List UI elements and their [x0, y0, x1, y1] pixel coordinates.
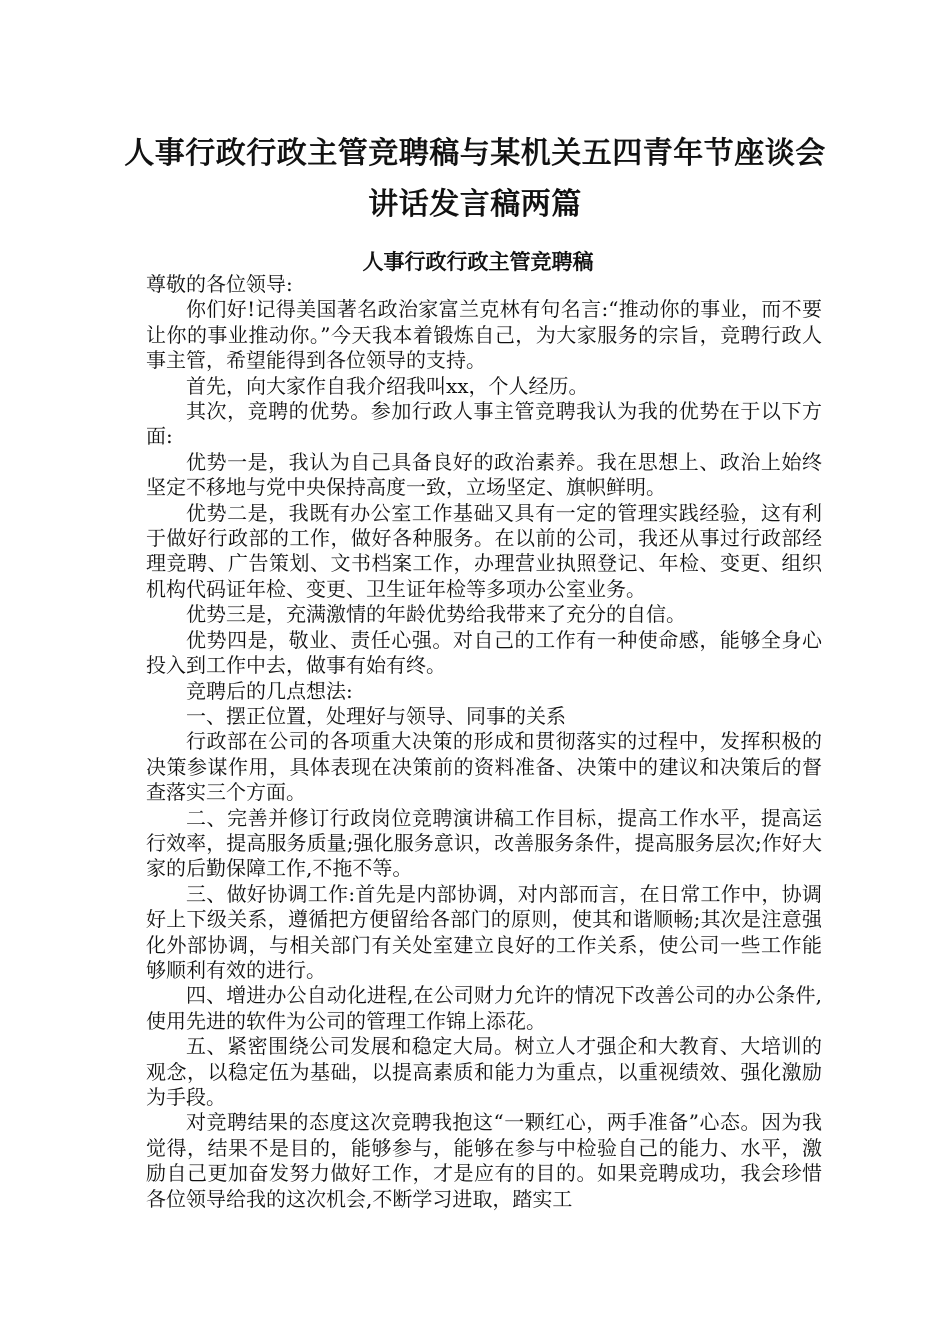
- paragraph-attitude: 对竞聘结果的态度这次竞聘我抱这“一颗红心，两手准备”心态。因为我觉得，结果不是目的，能够参与，能够在参与中检验自己的能力、水平，激励自己更加奋发努力做好工作，才是应有的目的。如果竞聘成功，我会珍惜各位领导给我的这次机会,不断学习进取，踏实工: [146, 1110, 822, 1211]
- paragraph-idea-2: 二、完善并修订行政岗位竞聘演讲稿工作目标，提高工作水平，提高运行效率，提高服务质量;强化服务意识，改善服务条件，提高服务层次;作好大家的后勤保障工作,不拖不等。: [146, 805, 822, 881]
- paragraph-greeting: 你们好!记得美国著名政治家富兰克林有句名言:“推动你的事业，而不要让你的事业推动你。”今天我本着锻炼自己，为大家服务的宗旨，竞聘行政人事主管，希望能得到各位领导的支持。: [146, 297, 822, 373]
- document-title-line-1: 人事行政行政主管竞聘稿与某机关五四青年节座谈会: [124, 136, 826, 171]
- paragraph-idea-3: 三、做好协调工作:首先是内部协调，对内部而言，在日常工作中，协调好上下级关系，遵循把方便留给各部门的原则，使其和谐顺畅;其次是注意强化外部协调，与相关部门有关处室建立良好的工作关系，使公司一些工作能够顺利有效的进行。: [146, 881, 822, 982]
- paragraph-idea-1-detail: 行政部在公司的各项重大决策的形成和贯彻落实的过程中，发挥积极的决策参谋作用，具体表现在决策前的资料准备、决策中的建议和决策后的督查落实三个方面。: [146, 729, 822, 805]
- paragraph-ideas-heading: 竞聘后的几点想法:: [186, 678, 353, 703]
- paragraph-advantage-2: 优势二是，我既有办公室工作基础又具有一定的管理实践经验，这有利于做好行政部的工作，做好各种服务。在以前的公司，我还从事过行政部经理竞聘、广告策划、文书档案工作，办理营业执照登记、年检、变更、组织机构代码证年检、变更、卫生证年检等多项办公室业务。: [146, 500, 822, 601]
- document-title-line-2: 讲话发言稿两篇: [368, 187, 582, 222]
- paragraph-advantages-intro: 其次，竞聘的优势。参加行政人事主管竞聘我认为我的优势在于以下方面:: [146, 399, 822, 449]
- document-title: [120, 128, 830, 230]
- document-body: [146, 272, 822, 1212]
- salutation: 尊敬的各位领导:: [146, 272, 293, 296]
- paragraph-idea-1-heading: 一、摆正位置，处理好与领导、同事的关系: [186, 703, 566, 728]
- paragraph-advantage-4: 优势四是，敬业、责任心强。对自己的工作有一种使命感，能够全身心投入到工作中去，做事有始有终。: [146, 627, 822, 678]
- paragraph-idea-5: 五、紧密围绕公司发展和稳定大局。树立人才强企和大教育、大培训的观念，以稳定伍为基础，以提高素质和能力为重点，以重视绩效、强化激励为手段。: [146, 1034, 822, 1109]
- paragraph-advantage-1: 优势一是，我认为自己具备良好的政治素养。我在思想上、政治上始终坚定不移地与党中央保持高度一致，立场坚定、旗帜鲜明。: [146, 449, 822, 500]
- paragraph-advantage-3: 优势三是，充满激情的年龄优势给我带来了充分的自信。: [186, 602, 686, 627]
- section-title: 人事行政行政主管竞聘稿: [362, 249, 594, 274]
- paragraph-idea-4: 四、增进办公自动化进程,在公司财力允许的情况下改善公司的办公条件,使用先进的软件为公司的管理工作锦上添花。: [146, 983, 822, 1033]
- paragraph-introduction: 首先，向大家作自我介绍我叫xx，个人经历。: [186, 373, 589, 398]
